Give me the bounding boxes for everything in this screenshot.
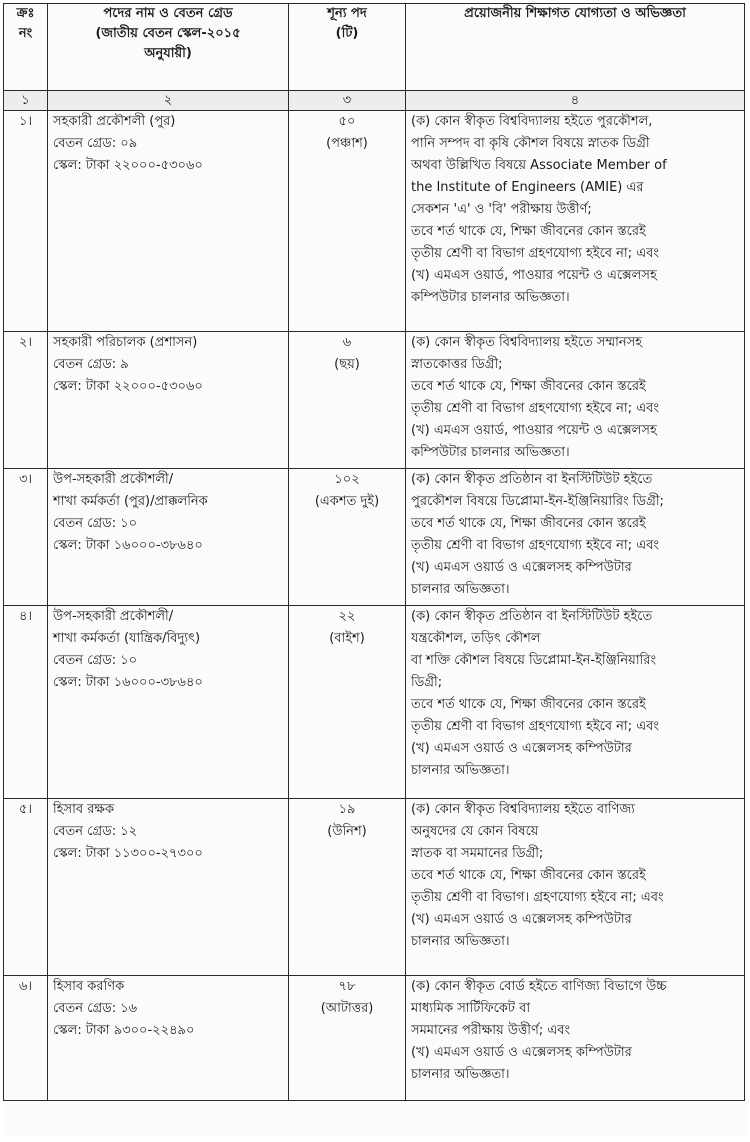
- table-row: [4, 606, 745, 799]
- column-number: ১: [4, 91, 48, 111]
- table-row: [4, 111, 745, 332]
- header-vacancy: শূন্য পদ (টি): [289, 4, 406, 91]
- vacancy-cell: ১০২ (একশত দুই): [289, 469, 406, 606]
- serial-cell: ১।: [4, 111, 48, 332]
- serial-cell: ৬।: [4, 976, 48, 1101]
- vacancy-cell: ৬ (ছয়): [289, 332, 406, 469]
- qualification-cell: (ক) কোন স্বীকৃত প্রতিষ্ঠান বা ইনস্টিটিউট হইতে যন্ত্রকৌশল, তড়িৎ কৌশল বা শক্তি কৌশল বিষয়ে ডিপ্লোমা-ইন-ইঞ্জিনিয়ারিং ডিগ্রী; তবে শর্ত থাকে যে, শিক্ষা জীবনের কোন স্তরেই তৃতীয় শ্রেণী বা বিভাগ গ্রহণযোগ্য হইবে না; এবং (খ) এমএস ওয়ার্ড ও এক্সেলসহ কম্পিউটার চালনার অভিজ্ঞতা।: [406, 606, 745, 799]
- table-row: [4, 976, 745, 1101]
- table-row: [4, 799, 745, 976]
- qualification-cell: (ক) কোন স্বীকৃত বিশ্ববিদ্যালয় হইতে বাণিজ্য অনুষদের যে কোন বিষয়ে স্নাতক বা সমমানের ডিগ্রী; তবে শর্ত থাকে যে, শিক্ষা জীবনের কোন স্তরেই তৃতীয় শ্রেণী বা বিভাগ। গ্রহণযোগ্য হইবে না; এবং (খ) এমএস ওয়ার্ড ও এক্সেলসহ কম্পিউটার চালনার অভিজ্ঞতা।: [406, 799, 745, 976]
- vacancy-cell: ৫০ (পঞ্চাশ): [289, 111, 406, 332]
- qualification-cell: (ক) কোন স্বীকৃত বিশ্ববিদ্যালয় হইতে পুরকৌশল, পানি সম্পদ বা কৃষি কৌশল বিষয়ে স্নাতক ডিগ্রী অথবা উল্লিখিত বিষয়ে Associate Member of the Institute of Engineers (AMIE) এর সেকশন 'এ' ও 'বি' পরীক্ষায় উত্তীর্ণ; তবে শর্ত থাকে যে, শিক্ষা জীবনের কোন স্তরেই তৃতীয় শ্রেণী বা বিভাগ গ্রহণযোগ্য হইবে না; এবং (খ) এমএস ওয়ার্ড, পাওয়ার পয়েন্ট ও এক্সেলসহ কম্পিউটার চালনার অভিজ্ঞতা।: [406, 111, 745, 332]
- table-header-row: [4, 4, 745, 91]
- post-cell: উপ-সহকারী প্রকৌশলী/ শাখা কর্মকর্তা (যান্ত্রিক/বিদ্যুৎ) বেতন গ্রেড: ১০ স্কেল: টাকা ১৬০০০-৩৮৬৪০: [48, 606, 289, 799]
- qualification-cell: (ক) কোন স্বীকৃত প্রতিষ্ঠান বা ইনস্টিটিউট হইতে পুরকৌশল বিষয়ে ডিপ্লোমা-ইন-ইঞ্জিনিয়ারিং ডিগ্রী; তবে শর্ত থাকে যে, শিক্ষা জীবনের কোন স্তরেই তৃতীয় শ্রেণী বা বিভাগ গ্রহণযোগ্য হইবে না; এবং (খ) এমএস ওয়ার্ড ও এক্সেলসহ কম্পিউটার চালনার অভিজ্ঞতা।: [406, 469, 745, 606]
- post-cell: হিসাব রক্ষক বেতন গ্রেড: ১২ স্কেল: টাকা ১১৩০০-২৭৩০০: [48, 799, 289, 976]
- post-cell: সহকারী পরিচালক (প্রশাসন) বেতন গ্রেড: ৯ স্কেল: টাকা ২২০০০-৫৩০৬০: [48, 332, 289, 469]
- serial-cell: ২।: [4, 332, 48, 469]
- qualification-cell: (ক) কোন স্বীকৃত বিশ্ববিদ্যালয় হইতে সম্মানসহ স্নাতকোত্তর ডিগ্রী; তবে শর্ত থাকে যে, শিক্ষা জীবনের কোন স্তরেই তৃতীয় শ্রেণী বা বিভাগ গ্রহণযোগ্য হইবে না; এবং (খ) এমএস ওয়ার্ড, পাওয়ার পয়েন্ট ও এক্সেলসহ কম্পিউটার চালনার অভিজ্ঞতা।: [406, 332, 745, 469]
- table-row: [4, 332, 745, 469]
- vacancy-cell: ৭৮ (আটাত্তর): [289, 976, 406, 1101]
- column-number-row: [4, 91, 745, 111]
- serial-cell: ৩।: [4, 469, 48, 606]
- header-post-name: পদের নাম ও বেতন গ্রেড (জাতীয় বেতন স্কেল-২০১৫ অনুযায়ী): [48, 4, 289, 91]
- header-serial: ক্রঃ নং: [4, 4, 48, 91]
- post-cell: হিসাব করণিক বেতন গ্রেড: ১৬ স্কেল: টাকা ৯৩০০-২২৪৯০: [48, 976, 289, 1101]
- column-number: ২: [48, 91, 289, 111]
- post-cell: উপ-সহকারী প্রকৌশলী/ শাখা কর্মকর্তা (পুর)/প্রাক্কলনিক বেতন গ্রেড: ১০ স্কেল: টাকা ১৬০০০-৩৮৬৪০: [48, 469, 289, 606]
- serial-cell: ৫।: [4, 799, 48, 976]
- job-vacancy-table: [3, 3, 745, 1101]
- vacancy-cell: ২২ (বাইশ): [289, 606, 406, 799]
- post-cell: সহকারী প্রকৌশলী (পুর) বেতন গ্রেড: ০৯ স্কেল: টাকা ২২০০০-৫৩০৬০: [48, 111, 289, 332]
- document-page: [3, 3, 747, 1136]
- table-row: [4, 469, 745, 606]
- vacancy-cell: ১৯ (উনিশ): [289, 799, 406, 976]
- header-qualification: প্রয়োজনীয় শিক্ষাগত যোগ্যতা ও অভিজ্ঞতা: [406, 4, 745, 91]
- serial-cell: ৪।: [4, 606, 48, 799]
- column-number: ৪: [406, 91, 745, 111]
- column-number: ৩: [289, 91, 406, 111]
- qualification-cell: (ক) কোন স্বীকৃত বোর্ড হইতে বাণিজ্য বিভাগে উচ্চ মাধ্যমিক সার্টিফিকেট বা সমমানের পরীক্ষায় উত্তীর্ণ; এবং (খ) এমএস ওয়ার্ড ও এক্সেলসহ কম্পিউটার চালনার অভিজ্ঞতা।: [406, 976, 745, 1101]
